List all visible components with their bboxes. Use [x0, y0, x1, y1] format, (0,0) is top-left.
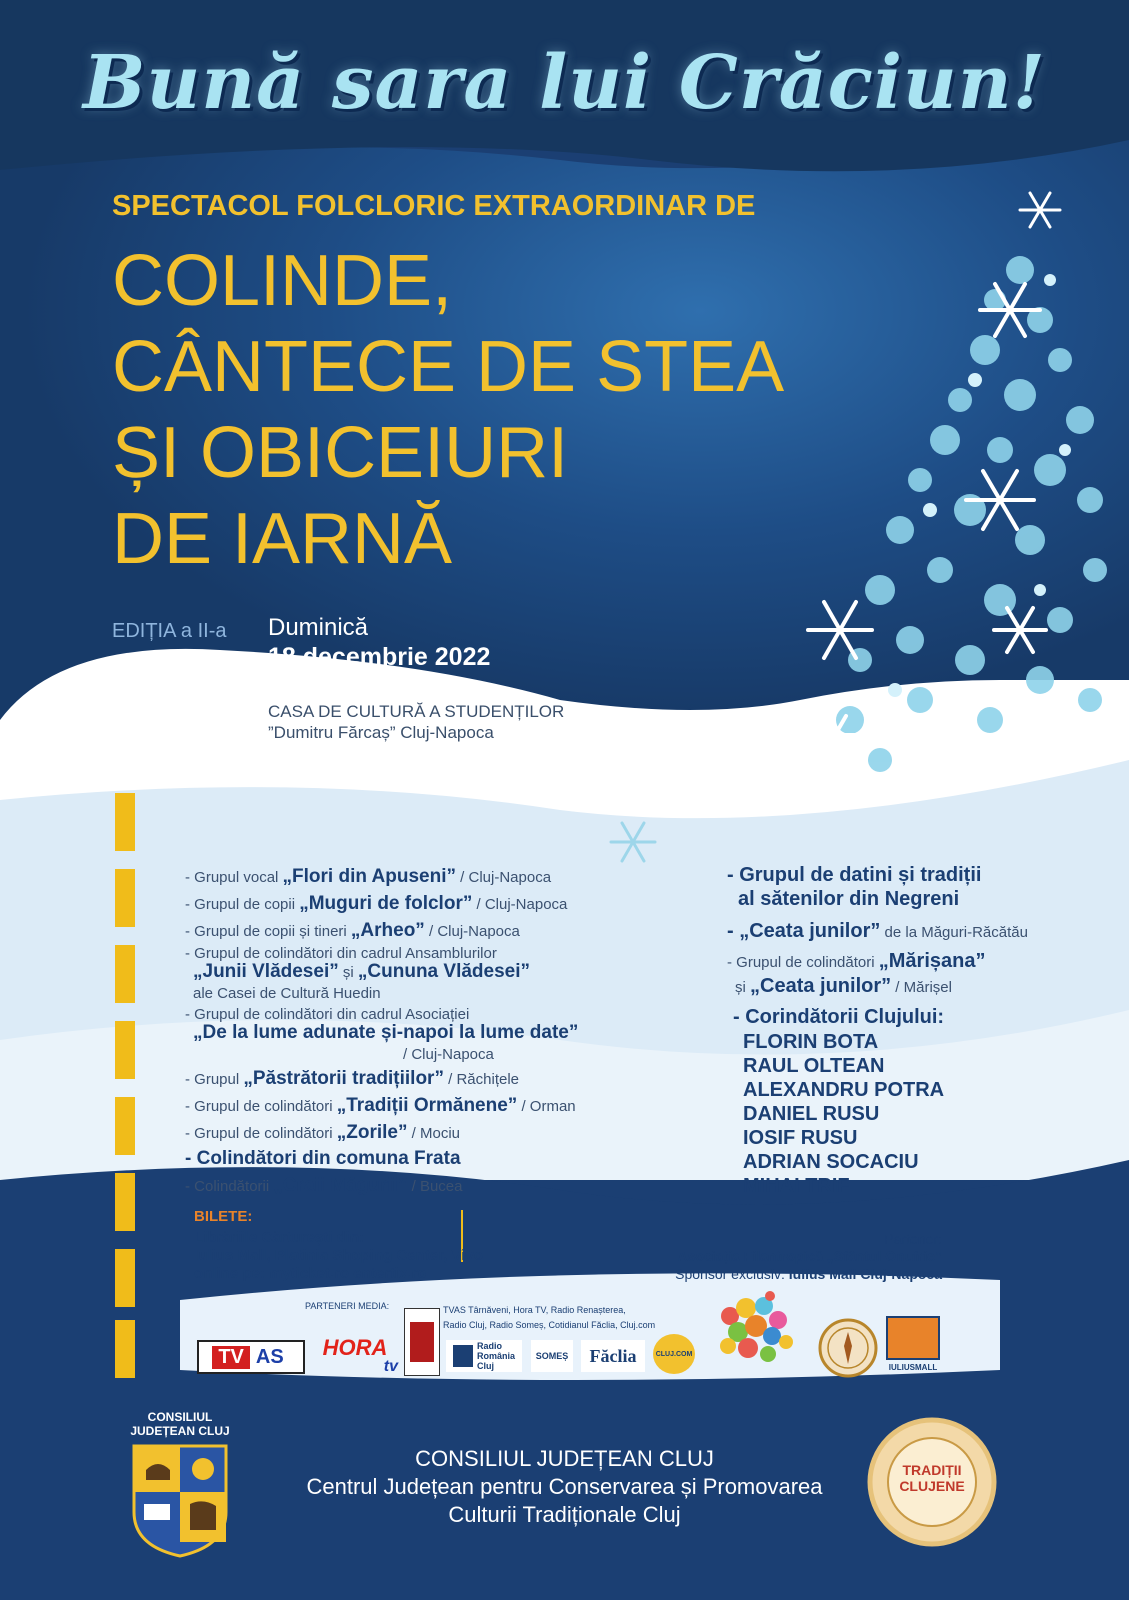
headline-line-2: CÂNTECE DE STEA	[112, 327, 785, 407]
media-partners-label: PARTENERI MEDIA:	[305, 1301, 390, 1311]
tickets-line-3: online pe: myticket.ro entertix.ro	[194, 1265, 427, 1282]
radio-somes-logo: SOMEȘ	[531, 1340, 573, 1372]
artist-name: ALEXANDRU POTRA	[743, 1079, 945, 1101]
consiliul-label: CONSILIUL JUDEȚEAN CLUJ	[130, 1410, 230, 1438]
media-partners-text-1: TVAS Târnăveni, Hora TV, Radio Renașterea,	[443, 1305, 626, 1315]
artist-name: FLORIN BOTA	[743, 1031, 879, 1053]
list-item: - Grupul de datini și tradiții	[727, 864, 982, 886]
artist-name: DANIEL RUSU	[743, 1103, 880, 1125]
list-item: - Grupul vocal „Flori din Apuseni” / Cluj-Napoca	[185, 866, 552, 887]
iulius-mall-logo: IULIUSMALL	[884, 1312, 942, 1376]
artist-name: ADRIAN SOCACIU	[743, 1151, 919, 1173]
artist-name: MIHAI TRIF	[743, 1175, 850, 1197]
list-item: - Grupul de colindători „Tradiții Ormănene” / Orman	[185, 1095, 576, 1116]
sfantul-onufrie-logo	[818, 1318, 878, 1378]
footer-center-line-2: Culturii Tradiționale Cluj	[448, 1502, 681, 1527]
cluj-com-logo: CLUJ.COM	[653, 1334, 695, 1374]
list-item: al sătenilor din Negreni	[738, 888, 960, 910]
radio-renasterea-logo	[404, 1308, 440, 1376]
hora-tv-logo: HORA tv	[322, 1335, 398, 1375]
tickets-line-2: Iulius Mall, Platinia Shoping Center, Vivo	[194, 1247, 483, 1264]
tickets-label: BILETE:	[194, 1208, 253, 1225]
list-item: - Grupul de colindători din cadrul Ansamblurilor	[185, 945, 497, 962]
list-item: - Colindătorii „Craii Măgurii” / Bucea	[185, 1175, 463, 1196]
romania-map-logo	[710, 1286, 800, 1378]
event-date: 18 decembrie 2022	[268, 643, 491, 671]
list-item: ale Casei de Cultură Huedin	[193, 985, 381, 1002]
list-item: - Colindători din comuna Frata	[185, 1148, 461, 1169]
headline-line-1: COLINDE,	[112, 241, 453, 321]
artist-name: RAUL OLTEAN	[743, 1055, 885, 1077]
list-item: / Cluj-Napoca	[403, 1046, 494, 1063]
list-item: și „Ceata junilor” / Mărișel	[735, 975, 952, 997]
tickets-line-1: Librăriile Cărturești din:	[194, 1229, 365, 1246]
list-item: - Grupul de colindători „Mărișana”	[727, 950, 986, 972]
radio-romania-icon	[453, 1345, 473, 1367]
event-time: ora 18:00	[268, 672, 370, 699]
footer-center-line-1: Centrul Județean pentru Conservarea și Promovarea	[306, 1474, 823, 1499]
list-item: - Grupul de copii și tineri „Arheo” / Cluj-Napoca	[185, 920, 520, 941]
list-item: - Corindătorii Clujului:	[733, 1006, 945, 1028]
list-item: - Grupul de copii „Muguri de folclor” / Cluj-Napoca	[185, 893, 568, 914]
event-subtitle: SPECTACOL FOLCLORIC EXTRAORDINAR DE	[112, 190, 756, 222]
sponsor-line: Sponsor exclusiv: Iulius Mall Cluj-Napoca	[675, 1266, 942, 1282]
footer-council: CONSILIUL JUDEȚEAN CLUJ	[415, 1446, 714, 1471]
artist-name: IOSIF RUSU	[743, 1127, 858, 1149]
venue-location: ”Dumitru Fărcaș” Cluj-Napoca	[268, 723, 494, 742]
badge-text: TRADIȚII CLUJENE	[899, 1462, 965, 1494]
list-item: - „Ceata junilor” de la Măguri-Răcătău	[727, 920, 1028, 942]
list-item: - Grupul „Păstrătorii tradițiilor” / Răchițele	[185, 1068, 520, 1089]
tvas-logo: TV AS	[197, 1340, 305, 1374]
edition-label: EDIȚIA a II-a	[112, 620, 227, 642]
radio-renasterea-icon	[410, 1322, 434, 1362]
event-day: Duminică	[268, 614, 369, 641]
list-item: - Grupul de colindători „Zorile” / Mociu	[185, 1122, 460, 1143]
artist-list	[743, 1031, 944, 1199]
list-item: - Grupul de colindători din cadrul Asociației	[185, 1006, 470, 1023]
media-partners-text-2: Radio Cluj, Radio Someș, Cotidianul Făclia, Cluj.com	[443, 1320, 656, 1330]
partner-name: Asociația Filantropică „Sfântul Onufrie”	[677, 1248, 942, 1264]
list-item: „Junii Vlădesei” și „Cununa Vlădesei”	[193, 961, 531, 982]
faclia-logo: Făclia	[581, 1340, 645, 1372]
partner-label: Partener:	[884, 1231, 942, 1247]
main-script-title: Bună sara lui Crăciun!	[82, 40, 1047, 126]
headline-line-4: DE IARNĂ	[112, 499, 453, 579]
iulius-mall-icon	[886, 1316, 940, 1360]
list-item: „De la lume adunate și-napoi la lume date”	[193, 1022, 579, 1043]
headline-line-3: ȘI OBICEIURI	[112, 413, 569, 493]
venue-name: CASA DE CULTURĂ A STUDENȚILOR	[268, 702, 565, 721]
radio-romania-cluj-logo: Radio România Cluj	[446, 1340, 522, 1372]
